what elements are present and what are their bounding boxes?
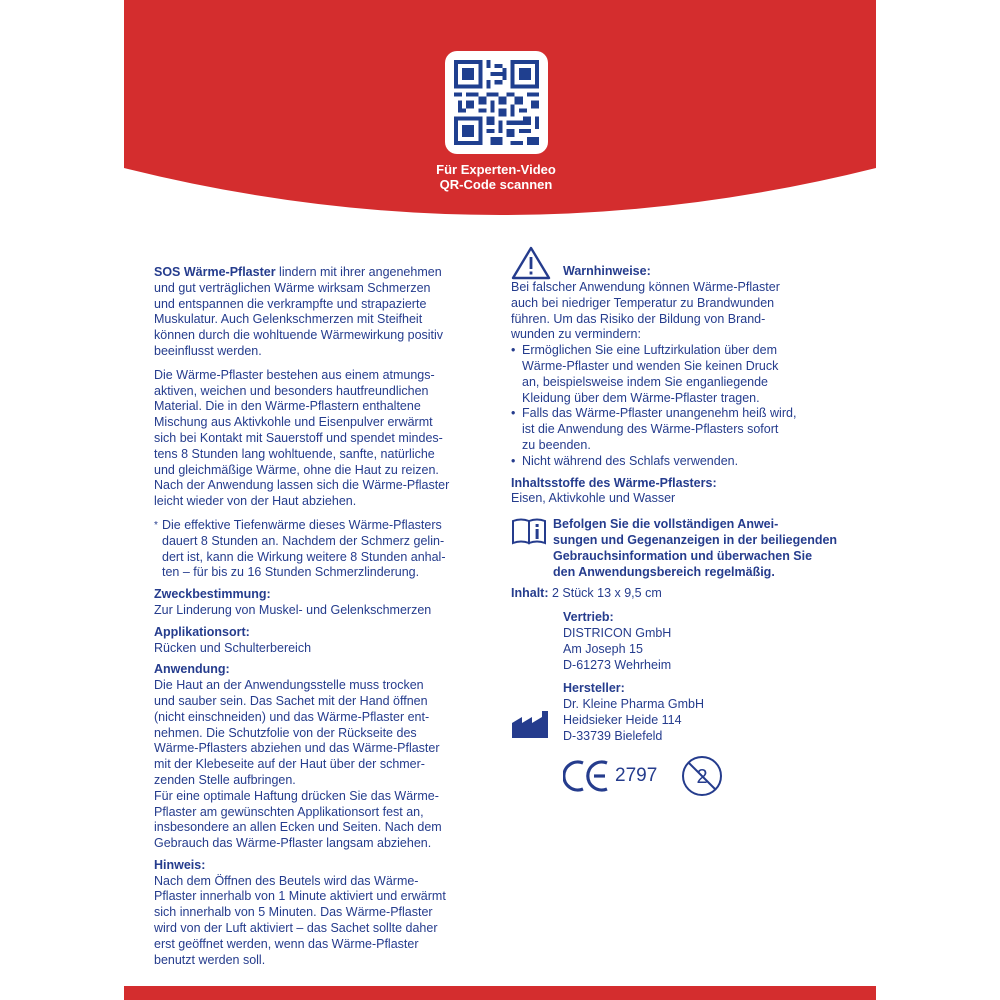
purpose-text: Zur Linderung von Muskel- und Gelenkschmerzen [154,602,432,617]
usage-line: (nicht einschneiden) und das Wärme-Pflaster ent- [154,709,430,724]
distributor-line: D-61273 Wehrheim [563,657,672,672]
warning-text [511,280,856,343]
contents-label: Inhalt: [511,586,549,601]
warning-triangle-icon [511,246,551,280]
bullet-line: Kleidung über dem Wärme-Pflaster tragen. [522,390,760,405]
warning-bullet [511,454,856,470]
bullet-mark: • [511,343,516,358]
footnote-line: dert ist, kann die Wirkung weitere 8 Stunden anhal- [162,549,446,564]
bullet-line: an, beispielsweise indem Sie enganliegende [522,374,769,389]
contents [511,586,856,602]
intro-line: lindern mit ihrer angenehmen [275,265,442,279]
material-line: Die Wärme-Pflaster bestehen aus einem atmungs- [154,367,435,382]
package-back [124,0,876,1000]
usage-heading: Anwendung: [154,662,230,677]
bullet-line: Ermöglichen Sie eine Luftzirkulation über dem [522,343,777,358]
usage-line: Die Haut an der Anwendungsstelle muss trocken [154,678,424,693]
material-line: Material. Die in den Wärme-Pflastern enthaltene [154,399,421,414]
warning-bullet [511,406,856,453]
note-heading: Hinweis: [154,857,206,872]
material-line: und gleichmäßige Wärme, ohne die Haut zu reizen. [154,462,439,477]
bullet-line: Nicht während des Schlafs verwenden. [522,453,739,468]
right-column [511,246,856,797]
usage-line: und sauber sein. Das Sachet mit der Hand öffnen [154,693,428,708]
usage-text [154,678,499,852]
warning-bullet [511,343,856,406]
material-line: sich bei Kontakt mit Sauerstoff und spendet mindes- [154,430,443,445]
ce-mark-icon [563,759,611,793]
intro-line: beeinflusst werden. [154,343,262,358]
note-text [154,874,499,969]
certification-row [511,755,856,797]
distributor [511,610,856,673]
ingredients-text: Eisen, Aktivkohle und Wasser [511,491,676,506]
intro-line: und entspannen die verkrampfte und strapazierte [154,296,427,311]
consult-instructions-icon [511,517,547,545]
instructions-line: Gebrauchsinformation und überwachen Sie [553,548,813,563]
footnote-line: ten – für bis zu 16 Stunden Schmerzlinderung. [162,565,420,580]
usage-line: Wärme-Pflasters abziehen und das Wärme-Pflaster [154,741,440,756]
usage-line: Pflaster am gewünschten Applikationsort fest an, [154,804,424,819]
bullet-line: ist die Anwendung des Wärme-Pflasters sofort [522,422,779,437]
instructions-notice [511,517,856,580]
footnote [154,518,499,581]
left-column [154,265,499,968]
usage-line: zenden Stelle aufbringen. [154,772,296,787]
warning-line: wunden zu vermindern: [511,327,641,342]
manufacturer-line: D-33739 Bielefeld [563,728,663,743]
intro-line: und gut verträglichen Wärme wirksam Schmerzen [154,280,431,295]
distributor-line: DISTRICON GmbH [563,625,672,640]
note-line: sich innerhalb von 5 Minuten. Das Wärme-Pflaster [154,905,433,920]
qr-code[interactable] [445,51,548,154]
manufacturer-heading: Hersteller: [563,681,625,696]
bullet-line: Falls das Wärme-Pflaster unangenehm heiß wird, [522,406,797,421]
factory-icon [511,709,553,739]
intro-line: Muskulatur. Auch Gelenkschmerzen mit Steifheit [154,312,423,327]
usage-line: Für eine optimale Haftung drücken Sie das Wärme- [154,788,439,803]
usage-line: nehmen. Die Schutzfolie von der Rückseite des [154,725,417,740]
note-line: benutzt werden soll. [154,952,266,967]
qr-caption-line2: QR-Code scannen [439,177,553,192]
note-line: wird von der Luft aktiviert – das Sachet sollte daher [154,921,438,936]
manufacturer-line: Dr. Kleine Pharma GmbH [563,697,705,712]
qr-caption [346,162,646,192]
distributor-heading: Vertrieb: [563,610,614,625]
qr-caption-line1: Für Experten-Video [436,162,556,177]
note-line: Pflaster innerhalb von 1 Minute aktiviert und erwärmt [154,889,446,904]
usage-line: insbesondere an allen Ecken und Seiten. Nach dem [154,820,442,835]
warning-line: auch bei niedriger Temperatur zu Brandwunden [511,295,775,310]
warning-line: Bei falscher Anwendung können Wärme-Pflaster [511,280,780,294]
footnote-line: dauert 8 Stunden an. Nachdem der Schmerz gelin- [162,533,445,548]
intro-line: können durch die wohltuende Wärmewirkung positiv [154,328,444,343]
warning-heading: Warnhinweise: [563,264,651,279]
bullet-line: Wärme-Pflaster und wenden Sie keinen Druck [522,358,779,373]
note-line: erst geöffnet werden, wenn das Wärme-Pflaster [154,936,419,951]
footnote-line: Die effektive Tiefenwärme dieses Wärme-Pflasters [162,517,442,532]
purpose-heading: Zweckbestimmung: [154,587,271,602]
manufacturer [511,681,856,744]
instructions-line: den Anwendungsbereich regelmäßig. [553,564,775,579]
warning-header [511,246,856,280]
application-site-text: Rücken und Schulterbereich [154,640,312,655]
bottom-band [124,986,876,1000]
do-not-reuse-icon [681,755,723,797]
distributor-line: Am Joseph 15 [563,641,643,656]
material-line: tens 8 Stunden lang wohltuende, sanfte, natürliche [154,446,435,461]
manufacturer-line: Heidsieker Heide 114 [563,712,682,727]
bullet-line: zu beenden. [522,437,591,452]
warning-line: führen. Um das Risiko der Bildung von Brand- [511,311,766,326]
usage-line: mit der Klebeseite auf der Haut über der schmer- [154,757,425,772]
notified-body-number: 2797 [615,764,658,786]
material-line: Nach der Anwendung lassen sich die Wärme-Pflaster [154,478,450,493]
material-line: leicht wieder von der Haut abziehen. [154,494,357,509]
footnote-marker: * [154,519,158,531]
material-line: aktiven, weichen und besonders hautfreundlichen [154,383,429,398]
intro-paragraph [154,265,499,360]
note-line: Nach dem Öffnen des Beutels wird das Wärme- [154,873,419,888]
ingredients-heading: Inhaltsstoffe des Wärme-Pflasters: [511,475,717,490]
material-paragraph [154,368,499,510]
svg-text:2: 2 [696,765,708,788]
application-site-heading: Applikationsort: [154,624,250,639]
bullet-mark: • [511,406,516,421]
usage-line: Gebrauch das Wärme-Pflaster langsam abziehen. [154,836,432,851]
qr-code-icon [454,60,539,145]
contents-value: 2 Stück 13 x 9,5 cm [548,586,662,601]
instructions-line: Befolgen Sie die vollständigen Anwei- [553,517,779,532]
header-band [124,0,876,250]
bullet-mark: • [511,453,516,468]
instructions-line: sungen und Gegenanzeigen in der beiliegenden [553,532,838,547]
material-line: Mischung aus Aktivkohle und Eisenpulver erwärmt [154,415,433,430]
brand-name: SOS Wärme-Pflaster [154,265,276,279]
